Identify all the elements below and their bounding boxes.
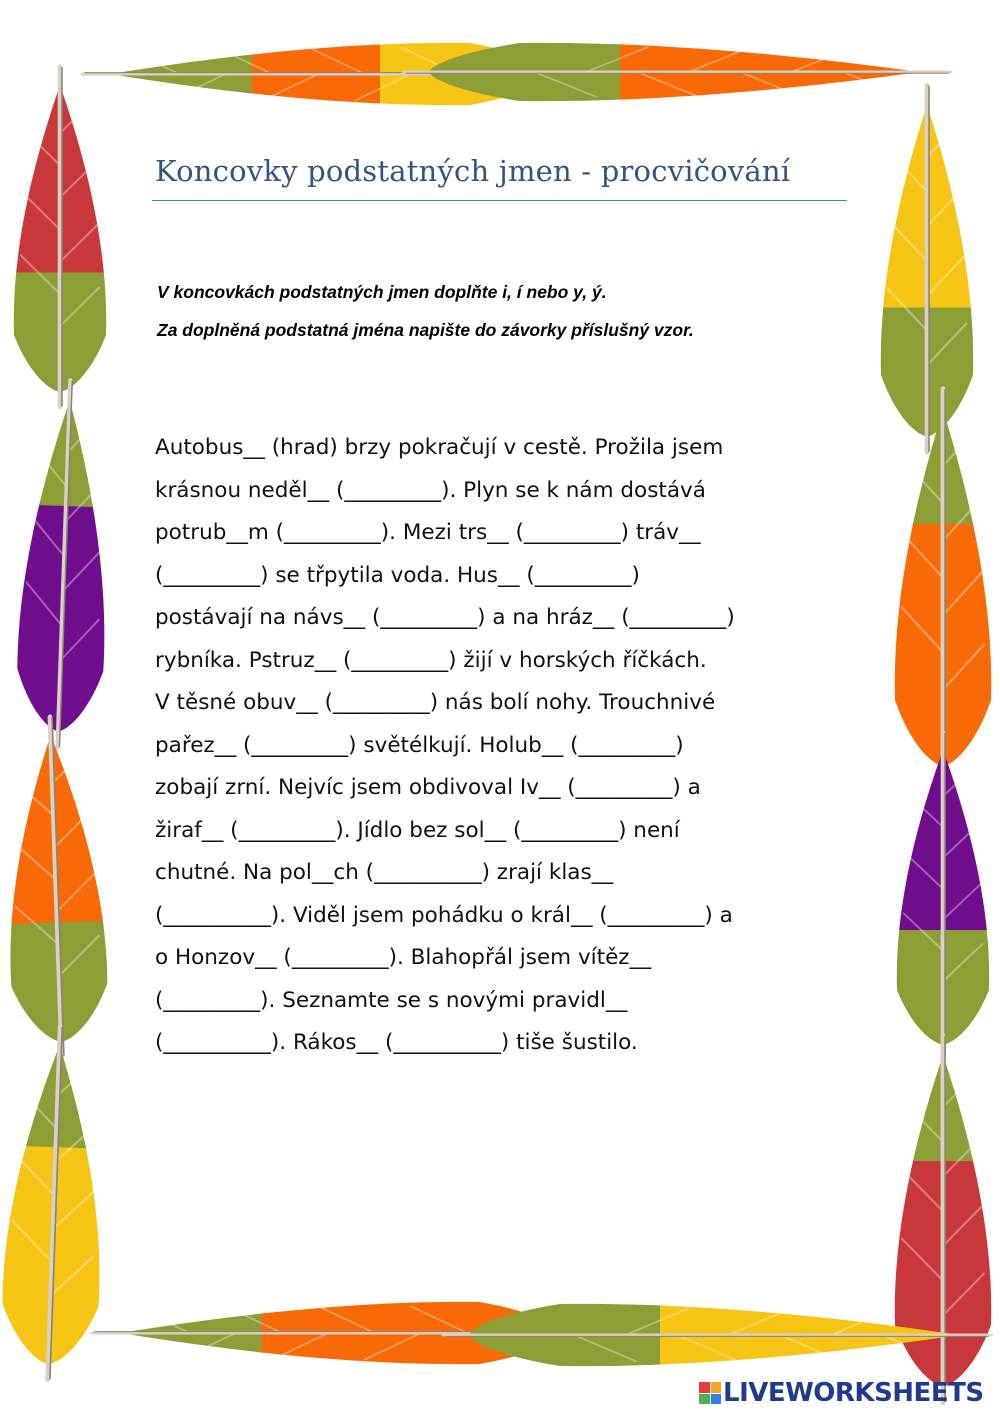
exercise-line: (_________). Seznamte se s novými pravidl__ xyxy=(155,987,628,1013)
instruction-line-2: Za doplněná podstatná jména napište do závorky příslušný vzor. xyxy=(157,320,694,340)
exercise-line: pařez__ (_________) světélkují. Holub__ (_________) xyxy=(155,732,684,758)
exercise-line: (_________) se třpytila voda. Hus__ (_________) xyxy=(155,562,640,588)
exercise-text xyxy=(155,430,855,1068)
feather-decoration xyxy=(887,1036,999,1402)
feather-decoration xyxy=(0,715,118,1058)
exercise-line: (__________). Rákos__ (__________) tiše šustilo. xyxy=(155,1030,638,1055)
feather-decoration xyxy=(0,1025,116,1382)
exercise-line: zobají zrní. Nejvíc jsem obdivoval Iv__ (_________) a xyxy=(155,775,701,800)
exercise-line: (__________). Viděl jsem pohádku o král__ (_________) a xyxy=(155,902,733,928)
instruction-line-1: V koncovkách podstatných jmen doplňte i, í nebo y, ý. xyxy=(157,282,607,302)
exercise-line: krásnou neděl__ (_________). Plyn se k nám dostává xyxy=(155,477,706,503)
logo-text: LIVEWORKSHEETS xyxy=(723,1378,984,1408)
exercise-line: o Honzov__ (_________). Blahopřál jsem vítěz__ xyxy=(155,945,652,970)
exercise-line: žiraf__ (_________). Jídlo bez sol__ (_________) není xyxy=(155,817,680,843)
title-underline xyxy=(152,200,847,201)
feather-decoration xyxy=(887,389,999,783)
feather-decoration xyxy=(889,733,996,1059)
feather-decoration xyxy=(6,67,113,406)
liveworksheets-logo[interactable] xyxy=(699,1376,984,1410)
exercise-line: postávají na návs__ (_________) a na hráz__ (_________) xyxy=(155,605,735,630)
page-title: Koncovky podstatných jmen - procvičování xyxy=(155,154,791,188)
exercise-line: Autobus__ (hrad) brzy pokračují v cestě. Prožila jsem xyxy=(155,435,724,460)
feather-decoration xyxy=(873,86,980,452)
exercise-line: chutné. Na pol__ch (__________) zrají klas__ xyxy=(155,860,614,885)
exercise-line: V těsné obuv__ (_________) nás bolí nohy. Trouchnivé xyxy=(155,690,716,715)
liveworksheets-logo-icon xyxy=(699,1382,721,1404)
exercise-line: rybníka. Pstruz__ (_________) žijí v horských říčkách. xyxy=(155,647,707,673)
exercise-line: potrub__m (_________). Mezi trs__ (_________) tráv__ xyxy=(155,520,701,545)
feather-decoration xyxy=(7,379,120,749)
